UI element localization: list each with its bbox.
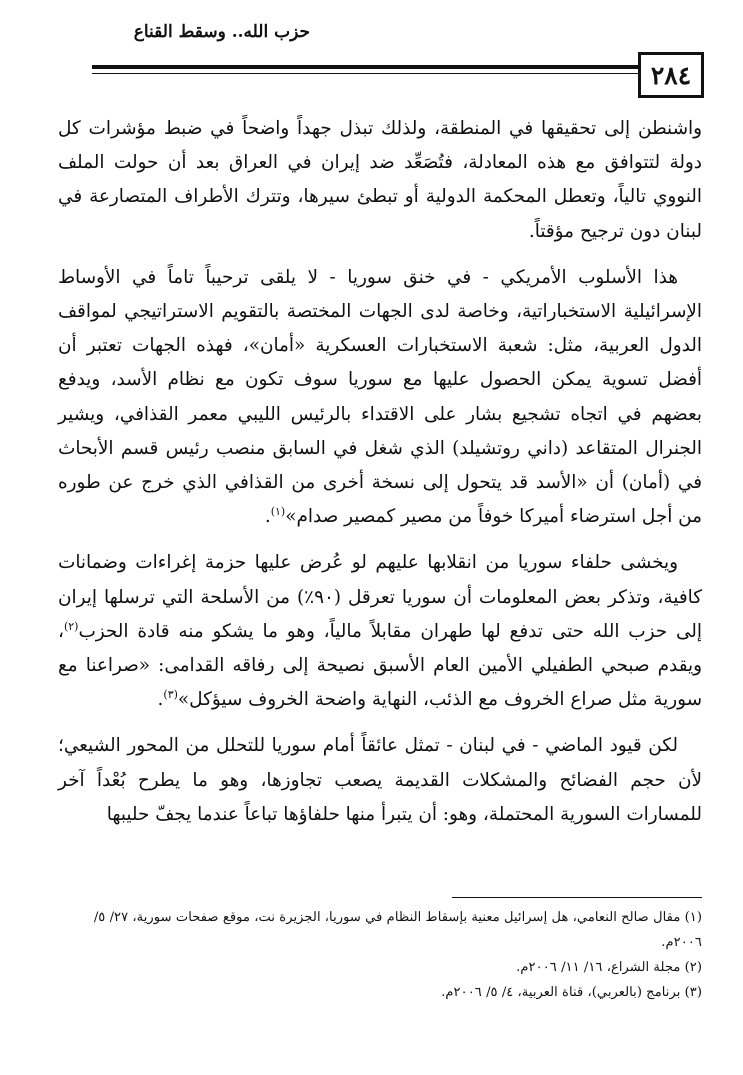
paragraph-3-text: ويخشى حلفاء سوريا من انقلابها عليهم لو عُرض عليها حزمة إغراءات وضمانات كافية، وتذكر بعض المعلومات أن سوريا تعرقل (٩٠٪) من الأسلحة التي ترسلها إيران إلى حزب الله حتى تدفع لها طهران مقابلاً مالياً، وهو ما يشكو منه قادة الحزب [58,552,702,642]
footnote-ref-1: (١) [270,505,286,519]
paragraph-4-text: لكن قيود الماضي - في لبنان - تمثل عائقاً أمام سوريا للتحلل من المحور الشيعي؛ لأن حجم الفضائح والمشكلات القديمة يصعب تجاوزها، وهو ما يطرح بُعْداً آخر للمسارات السورية المحتملة، وهو: أن يتبرأ منها حلفاؤها تباعاً عندما يجفّ حليبها [58,735,702,825]
paragraph-3-continuation: ، ويقدم صبحي الطفيلي الأمين العام الأسبق نصيحة إلى رفاقه القدامى: «صراعنا مع سورية مثل صراع الخروف مع الذئب، النهاية واضحة الخروف سيؤكل» [58,620,702,711]
header-rule-thick [92,65,640,69]
footnote-1: (١) مقال صالح النعامي، هل إسرائيل معنية بإسقاط النظام في سوريا، الجزيرة نت، موقع صفحات سورية، ٢٧/ ٥/ ٢٠٠٦م. [93,910,702,950]
page-number: ٢٨٤ [650,60,692,90]
page-number-box [638,52,704,98]
footnote-ref-2: (٢) [63,619,79,633]
running-header-title: حزب الله.. وسقط القناع [133,22,310,42]
paragraph-2-end: . [264,506,271,528]
footnotes [58,905,702,1005]
paragraph-4 [58,729,702,832]
footnote-2: (٢) مجلة الشراع، ١٦/ ١١/ ٢٠٠٦م. [516,960,702,975]
paragraph-3 [58,546,702,717]
paragraph-2 [58,261,702,535]
paragraph-1 [58,112,702,249]
paragraph-1-text: واشنطن إلى تحقيقها في المنطقة، ولذلك تبذل جهداً واضحاً في ضبط مؤشرات كل دولة لتتوافق مع هذه المعادلة، فتُصَعِّد ضد إيران في العراق بعد أن حولت الملف النووي تالياً، وتعطل المحكمة الدولية أو تبطئ سيرها، وتترك الأطراف المتصارعة في لبنان دون ترجيح مؤقتاً. [58,118,702,242]
footnote-3: (٣) برنامج (بالعربي)، قناة العربية، ٤/ ٥/ ٢٠٠٦م. [441,985,702,1000]
paragraph-3-end: . [157,689,164,711]
footnote-separator [452,897,702,898]
paragraph-2-text: هذا الأسلوب الأمريكي - في خنق سوريا - لا يلقى ترحيباً تاماً في الأوساط الإسرائيلية الاستخباراتية، وخاصة لدى الجهات المختصة بالتقويم الاستراتيجي لمواقف الدول العربية، مثل: شعبة الاستخبارات العسكرية «أمان»، فهذه الجهات تعتبر أن أفضل تسوية يمكن الحصول عليها مع سوريا سوف تكون مع نظام الأسد، ويدفع بعضهم في اتجاه تشجيع بشار على الاقتداء بالرئيس الليبي معمر القذافي، ويشير الجنرال المتقاعد (داني روتشيلد) الذي شغل في السابق منصب رئيس قسم الأبحاث في (أمان) أن «الأسد قد يتحول إلى نسخة أخرى من القذافي الذي خرج عن طوره من أجل استرضاء أميركا خوفاً من مصير كمصير صدام» [58,266,702,528]
main-text [58,112,702,844]
header-rule-thin [92,73,640,74]
footnote-ref-3: (٣) [163,688,178,702]
